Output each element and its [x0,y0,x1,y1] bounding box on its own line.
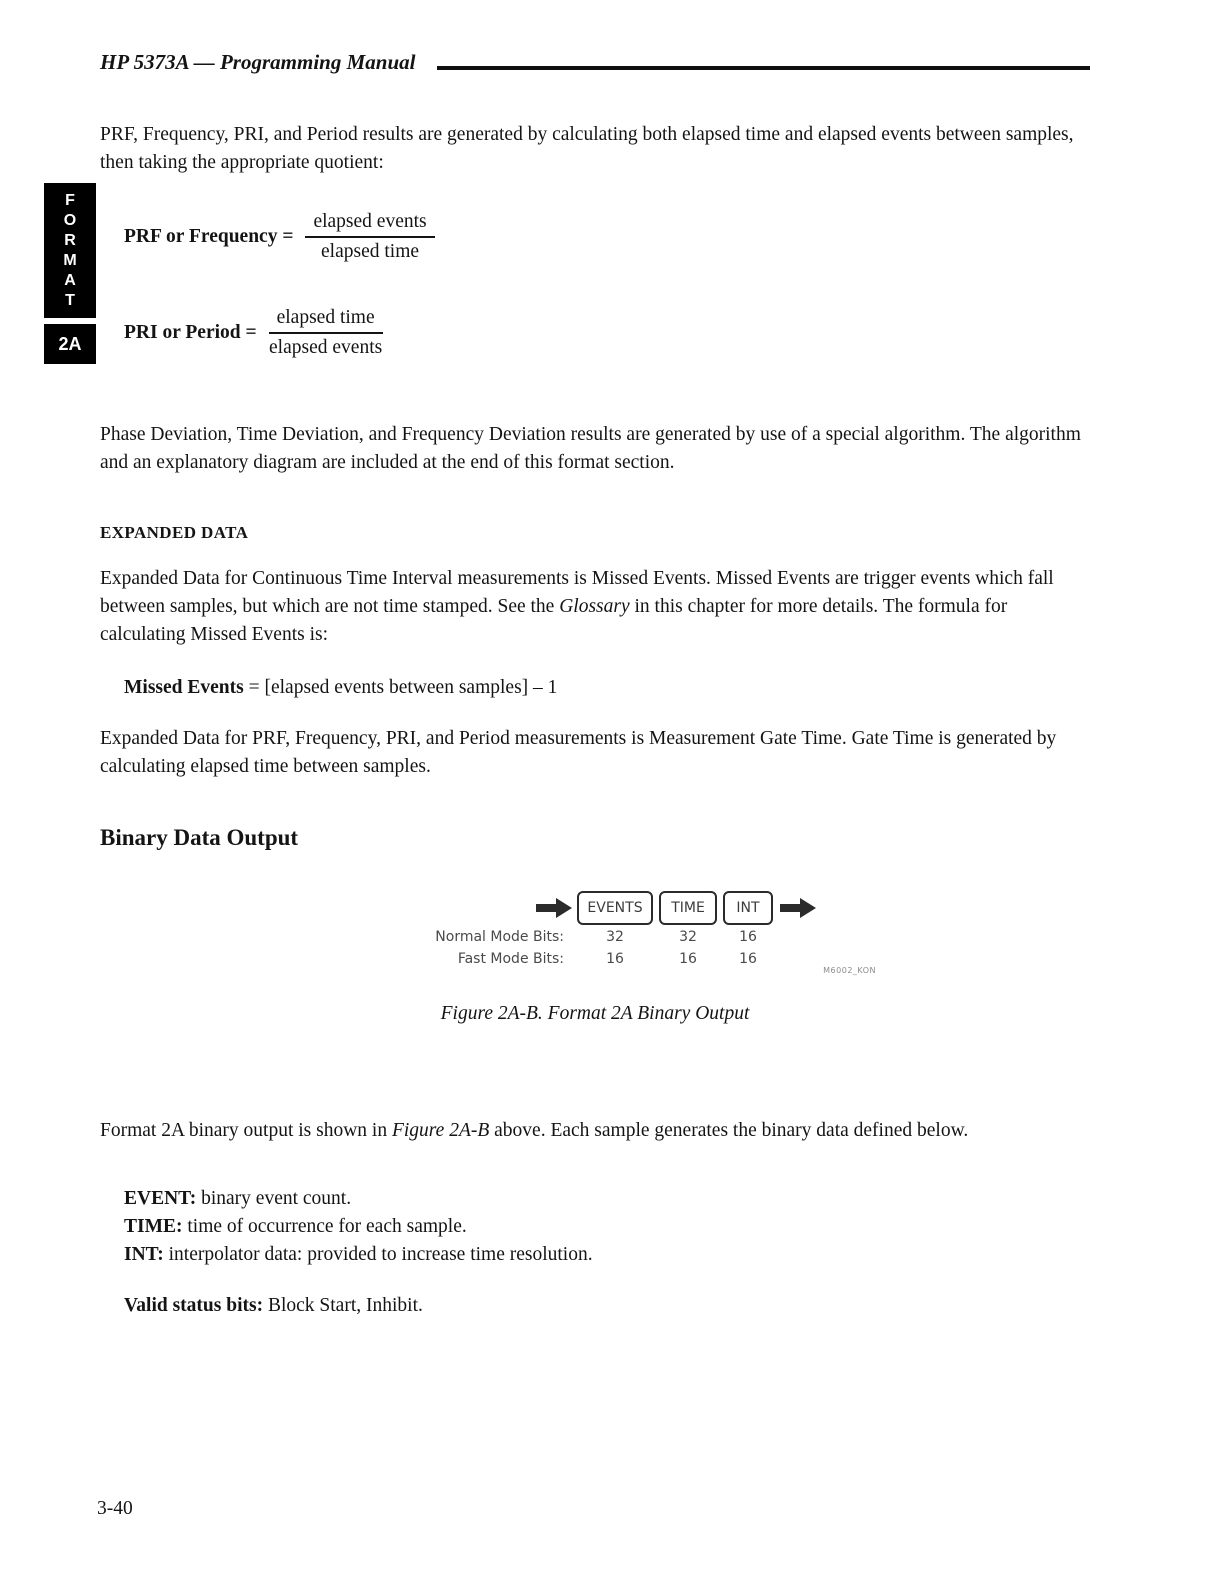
page-number: 3-40 [97,1498,133,1519]
normal-mode-time-bits: 32 [679,929,697,945]
intro-paragraph: PRF, Frequency, PRI, and Period results are generated by calculating both elapsed time and elapsed events between samples, then taking the appropriate quotient: [100,124,1074,173]
paragraph-text: Format 2A binary output is shown in [100,1120,392,1141]
fraction-denominator: elapsed time [321,241,420,262]
expanded-data-paragraph [100,565,1090,649]
definition-text: binary event count. [196,1188,352,1209]
events-box: EVENTS [577,891,653,925]
fast-mode-int-bits: 16 [739,951,757,967]
expanded-data-heading: EXPANDED DATA [100,523,249,542]
figure-diagram [370,891,820,969]
side-tab-format-label [44,183,96,318]
phase-deviation-paragraph: Phase Deviation, Time Deviation, and Frequency Deviation results are generated by use of a special algorithm. The algorithm and an explanatory diagram are included at the end of this format section. [100,424,1081,473]
side-tab [44,183,96,364]
formula-term: Missed Events [124,677,244,698]
format-2a-paragraph [100,1117,1090,1145]
valid-status-term: Valid status bits: [124,1295,264,1316]
side-tab-letter: T [65,292,75,309]
definition-term: INT: [124,1244,164,1265]
paragraph-text: Expanded Data for Continuous Time Interval measurements is Missed Events. Missed Events are trigger events which fall between samples, but which are not time stamped. See the [100,568,1054,617]
valid-status-text: Block Start, Inhibit. [263,1295,423,1316]
binary-data-output-heading: Binary Data Output [100,825,299,850]
normal-mode-events-bits: 32 [606,929,624,945]
figure-2a-b [370,891,876,975]
glossary-reference: Glossary [559,596,630,617]
page-header [100,0,1090,75]
definition-term: TIME: [124,1216,183,1237]
event-definition [124,1185,1090,1213]
fast-mode-events-bits: 16 [606,951,624,967]
time-box: TIME [659,891,717,925]
arrow-right-icon [776,898,820,918]
binary-definitions [124,1185,1090,1269]
int-box: INT [723,891,773,925]
gate-time-paragraph: Expanded Data for PRF, Frequency, PRI, and Period measurements is Measurement Gate Time. Gate Time is generated by calculating elapsed time between samples. [100,728,1057,777]
header-rule [437,66,1090,70]
fast-mode-time-bits: 16 [679,951,697,967]
formula-prf-frequency [124,211,1090,263]
normal-mode-int-bits: 16 [739,929,757,945]
fast-mode-bits-label: Fast Mode Bits: [457,951,564,967]
paragraph-text: in this chapter for more details. The formula for calculating Missed Events is: [100,596,1008,645]
fraction [269,307,383,359]
side-tab-letter: R [64,232,76,249]
int-definition [124,1241,1090,1269]
figure-caption: Figure 2A-B. Format 2A Binary Output [440,1003,750,1024]
arrow-right-icon [530,898,574,918]
side-tab-section-number: 2A [44,324,96,364]
formula-pri-period [124,307,1090,359]
definition-text: time of occurrence for each sample. [182,1216,467,1237]
formula-rest: = [elapsed events between samples] – 1 [243,677,558,698]
side-tab-letter: O [63,212,77,229]
valid-status-bits-line [124,1295,1090,1317]
fraction-numerator: elapsed events [305,211,434,238]
fraction-denominator: elapsed events [269,337,383,358]
fraction-numerator: elapsed time [269,307,383,334]
figure-watermark: M6002_KON [823,966,876,975]
header-title: HP 5373A — Programming Manual [100,50,416,74]
formula-missed-events [124,677,1090,699]
formula-lhs: PRF or Frequency = [124,226,294,247]
paragraph-text: above. Each sample generates the binary data defined below. [489,1120,969,1141]
side-tab-letter: F [65,192,75,209]
side-tab-letter: A [64,272,76,289]
normal-mode-bits-label: Normal Mode Bits: [435,929,564,945]
definition-text: interpolator data: provided to increase time resolution. [163,1244,593,1265]
formula-lhs: PRI or Period = [124,322,257,343]
definition-term: EVENT: [124,1188,197,1209]
side-tab-letter: M [63,252,77,269]
figure-reference: Figure 2A-B [391,1120,490,1141]
fraction [305,211,434,263]
time-definition [124,1213,1090,1241]
